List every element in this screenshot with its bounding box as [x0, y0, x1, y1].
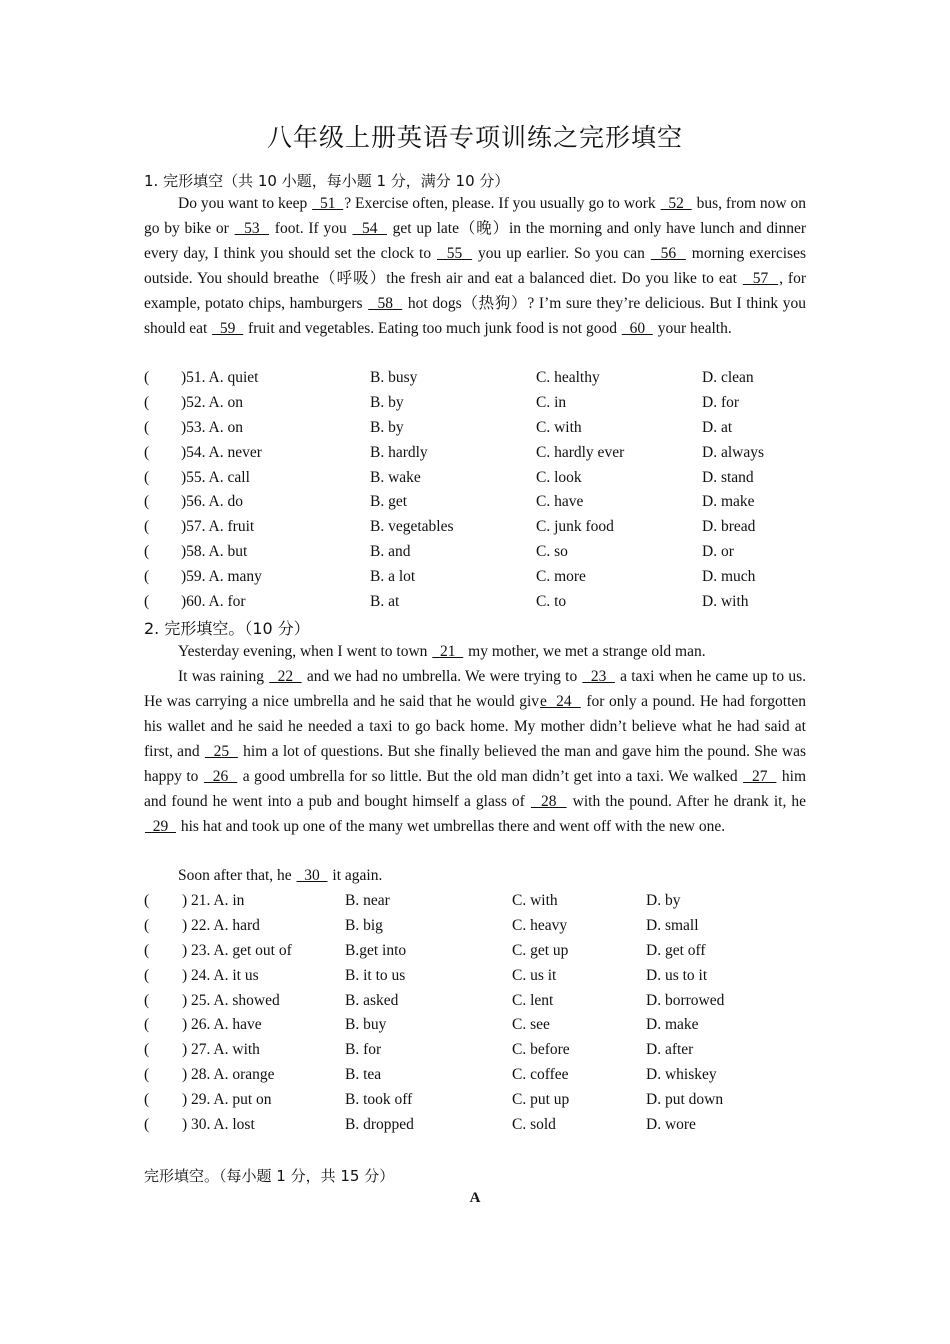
answer-bracket: ( — [144, 1116, 150, 1134]
answer-bracket: ( — [144, 493, 150, 511]
question-option: B. get — [370, 493, 408, 511]
question-option: D. with — [702, 593, 749, 611]
question-option: B. near — [345, 892, 390, 909]
question-option: C. look — [536, 468, 582, 486]
question-option: B. dropped — [345, 1116, 414, 1134]
question-option: D. get off — [646, 941, 706, 959]
question-option-a: ) 24. A. it us — [182, 966, 259, 984]
question-option: C. healthy — [536, 369, 600, 386]
answer-blank: 60 — [621, 320, 653, 337]
question-option: D. bread — [702, 518, 756, 536]
question-option: D. after — [646, 1041, 694, 1059]
answer-bracket: ( — [144, 443, 150, 461]
answer-bracket: ( — [144, 543, 150, 561]
question-option: D. by — [646, 892, 681, 909]
question-option: C. more — [536, 568, 586, 586]
question-option: B.get into — [345, 941, 407, 959]
question-row — [144, 1062, 806, 1087]
answer-bracket: ( — [144, 369, 150, 386]
answer-bracket: ( — [144, 393, 150, 411]
answer-blank: 23 — [582, 668, 615, 685]
question-row — [144, 1087, 806, 1112]
answer-bracket: ( — [144, 892, 150, 909]
question-option-a: ) 27. A. with — [182, 1041, 260, 1059]
answer-bracket: ( — [144, 916, 150, 934]
question-option-a: ) 23. A. get out of — [182, 941, 292, 959]
section1-questions — [144, 365, 806, 614]
question-option: B. wake — [370, 468, 421, 486]
question-option: B. and — [370, 543, 411, 561]
answer-blank: 26 — [203, 768, 238, 785]
question-option-a: )54. A. never — [181, 443, 262, 461]
section2-paragraph-1: Yesterday evening, when I went to town 21 my mother, we met a strange old man. — [178, 643, 706, 660]
question-option-a: )60. A. for — [181, 593, 246, 611]
answer-blank: 51 — [312, 195, 344, 212]
answer-bracket: ( — [144, 991, 150, 1009]
question-option: C. hardly ever — [536, 443, 625, 461]
question-option: B. buy — [345, 1016, 387, 1034]
answer-bracket: ( — [144, 966, 150, 984]
section3-subheading: A — [469, 1190, 481, 1206]
question-option: D. make — [646, 1016, 699, 1034]
question-option: D. at — [702, 418, 733, 436]
answer-blank: 25 — [204, 743, 238, 760]
answer-blank: e 24 — [540, 693, 581, 710]
question-row — [144, 888, 806, 913]
section3-heading: 完形填空。（每小题 1 分，共 15 分） — [144, 1167, 395, 1185]
question-option: C. so — [536, 543, 568, 561]
question-option-a: )56. A. do — [181, 493, 243, 511]
question-option: C. sold — [512, 1116, 556, 1134]
question-row — [144, 415, 806, 440]
answer-blank: 53 — [234, 220, 270, 237]
question-option: C. lent — [512, 991, 554, 1009]
question-option: C. before — [512, 1041, 570, 1059]
question-row — [144, 913, 806, 938]
question-option-a: ) 21. A. in — [182, 892, 245, 909]
question-row — [144, 564, 806, 589]
question-row — [144, 988, 806, 1013]
question-row — [144, 589, 806, 614]
answer-bracket: ( — [144, 468, 150, 486]
question-option-a: ) 30. A. lost — [182, 1116, 255, 1134]
answer-bracket: ( — [144, 568, 150, 586]
answer-blank: 27 — [743, 768, 777, 785]
question-option: D. us to it — [646, 966, 708, 984]
question-option-a: )53. A. on — [181, 418, 243, 436]
question-option: B. busy — [370, 369, 418, 386]
answer-blank: 55 — [437, 245, 473, 262]
question-option: D. stand — [702, 468, 754, 486]
question-option: B. asked — [345, 991, 399, 1009]
question-option: D. make — [702, 493, 755, 511]
question-option: C. in — [536, 393, 567, 411]
question-row — [144, 1012, 806, 1037]
question-option: B. big — [345, 916, 383, 934]
answer-blank: 57 — [742, 270, 779, 287]
question-option: B. for — [345, 1041, 382, 1059]
section2-paragraph-2: It was raining 22 and we had no umbrella. We were trying to 23 a taxi when he came up to us. He was carrying a nice umbrella and he said that he would give 24 for only a pound. He had forgotten his wallet and he said he needed a taxi to go back home. My mother didn’t believe what he had said at first, and 25 him a lot of questions. But she finally believed the man and gave him the pound. She was happy to 26 a good umbrella for so little. But the old man didn’t get into a taxi. We walked 27 him and found he went into a pub and bought himself a glass of 28 with the pound. After he drank it, he 29 his hat and took up one of the many wet umbrellas there and went off with the new one. — [144, 668, 807, 835]
question-row — [144, 489, 806, 514]
question-option: C. heavy — [512, 916, 568, 934]
answer-blank: 28 — [530, 793, 567, 810]
section2-heading: 2. 完形填空。（10 分） — [144, 619, 310, 638]
question-option: C. see — [512, 1016, 550, 1034]
question-option-a: )52. A. on — [181, 393, 243, 411]
answer-bracket: ( — [144, 1091, 150, 1109]
question-option: B. tea — [345, 1066, 382, 1084]
question-option: D. for — [702, 393, 740, 411]
question-option-a: ) 25. A. showed — [182, 991, 280, 1009]
question-row — [144, 963, 806, 988]
answer-blank: 21 — [432, 643, 464, 660]
question-option: B. it to us — [345, 966, 406, 984]
question-option: C. coffee — [512, 1066, 569, 1084]
question-option: D. clean — [702, 369, 754, 386]
section1-passage: Do you want to keep 51 ? Exercise often, please. If you usually go to work 52 bus, from now on go by bike or 53 foot. If you 54 get up late（晚）in the morning and only have lunch and dinner every day, I think you should set the clock to 55 you up earlier. So you can 56 morning exercises outside. You should breathe（呼吸）the fresh air and eat a balanced diet. Do you like to eat 57 , for example, potato chips, hamburgers 58 hot dogs（热狗）? I’m sure they’re delicious. But I think you should eat 59 fruit and vegetables. Eating too much junk food is not good 60 your health. — [144, 195, 807, 337]
answer-bracket: ( — [144, 518, 150, 536]
question-option: C. with — [512, 892, 558, 909]
question-option: D. borrowed — [646, 991, 725, 1009]
answer-bracket: ( — [144, 1041, 150, 1059]
question-option: B. by — [370, 393, 404, 411]
question-option: C. get up — [512, 941, 569, 959]
question-option: B. at — [370, 593, 400, 611]
question-option: C. with — [536, 418, 582, 436]
question-option-a: )58. A. but — [181, 543, 248, 561]
question-row — [144, 938, 806, 963]
question-option: D. wore — [646, 1116, 696, 1134]
answer-blank: 29 — [145, 818, 176, 835]
answer-blank: 52 — [660, 195, 692, 212]
page-title: 八年级上册英语专项训练之完形填空 — [266, 123, 683, 152]
question-option-a: )59. A. many — [181, 568, 262, 586]
answer-bracket: ( — [144, 941, 150, 959]
question-row — [144, 539, 806, 564]
question-option: D. always — [702, 443, 764, 461]
answer-blank: 30 — [296, 867, 328, 884]
question-option: B. by — [370, 418, 404, 436]
section2-paragraph-3: Soon after that, he 30 it again. — [178, 867, 383, 884]
section1-heading: 1. 完形填空（共 10 小题，每小题 1 分，满分 10 分） — [144, 172, 510, 190]
question-option-a: )57. A. fruit — [181, 518, 255, 536]
question-option-a: ) 28. A. orange — [182, 1066, 275, 1084]
answer-bracket: ( — [144, 418, 150, 436]
answer-bracket: ( — [144, 1016, 150, 1034]
answer-blank: 58 — [368, 295, 403, 312]
question-option-a: ) 29. A. put on — [182, 1091, 272, 1109]
question-row — [144, 1037, 806, 1062]
question-option: D. much — [702, 568, 756, 586]
question-option-a: )51. A. quiet — [181, 369, 259, 386]
question-option-a: ) 26. A. have — [182, 1016, 262, 1034]
question-option: C. have — [536, 493, 584, 511]
answer-blank: 59 — [212, 320, 244, 337]
question-option: B. vegetables — [370, 518, 454, 536]
question-row — [144, 440, 806, 465]
question-option: B. took off — [345, 1091, 413, 1109]
question-row — [144, 1112, 806, 1137]
question-option: D. put down — [646, 1091, 724, 1109]
question-option: D. or — [702, 543, 734, 561]
answer-blank: 22 — [269, 668, 302, 685]
question-option: D. small — [646, 916, 699, 934]
question-option: C. junk food — [536, 518, 614, 536]
question-option: C. us it — [512, 966, 557, 984]
answer-bracket: ( — [144, 593, 150, 611]
question-row — [144, 390, 806, 415]
question-option: B. a lot — [370, 568, 416, 586]
section2-questions — [144, 888, 806, 1137]
question-option-a: )55. A. call — [181, 468, 250, 486]
question-option: C. to — [536, 593, 567, 611]
question-row — [144, 365, 806, 390]
question-row — [144, 514, 806, 539]
answer-blank: 54 — [352, 220, 387, 237]
question-option: C. put up — [512, 1091, 570, 1109]
question-option: B. hardly — [370, 443, 428, 461]
question-option-a: ) 22. A. hard — [182, 916, 260, 934]
answer-bracket: ( — [144, 1066, 150, 1084]
question-row — [144, 465, 806, 490]
answer-blank: 56 — [650, 245, 686, 262]
question-option: D. whiskey — [646, 1066, 717, 1084]
